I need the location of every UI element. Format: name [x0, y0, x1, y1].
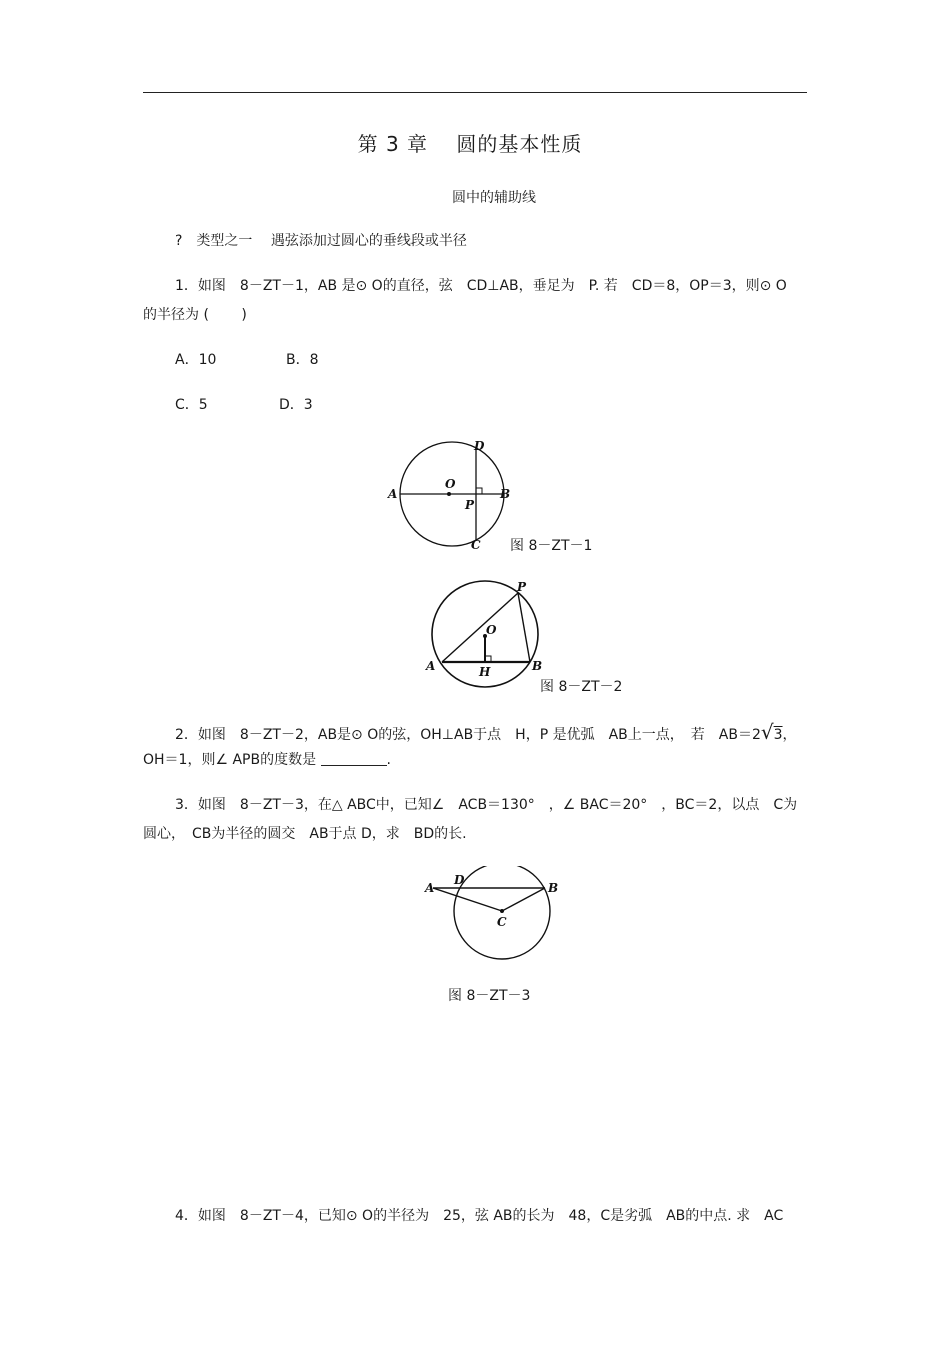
q2-line1-end: ， — [782, 727, 797, 743]
fig2-label-o: O — [486, 623, 497, 637]
fig1-label-a: A — [388, 487, 398, 501]
fig1-label-p: P — [465, 498, 475, 512]
type-heading: ? 类型之一 遇弦添加过圆心的垂线段或半径 — [175, 233, 467, 249]
chapter-title: 第 3 章 圆的基本性质 — [357, 132, 583, 156]
q2-answer-blank — [321, 751, 387, 766]
header-rule — [143, 92, 807, 93]
q1-line1: 1．如图 8－ZT－1，AB 是⊙ O的直径，弦 CD⊥AB，垂足为 P. 若 CD＝8，OP＝3，则⊙ O — [175, 278, 787, 294]
fig2-label-p: P — [517, 580, 527, 594]
sqrt-symbol: √ — [760, 720, 774, 744]
fig2-segment-ap — [442, 593, 518, 662]
figure-8-zt-1 — [380, 436, 520, 556]
fig3-segment-bc — [502, 888, 545, 911]
q3-line2: 圆心， CB为半径的圆交 AB于点 D，求 BD的长. — [143, 826, 467, 842]
fig2-caption: 图 8－ZT－2 — [540, 679, 623, 695]
fig1-center-dot — [447, 492, 451, 496]
figure-8-zt-3 — [420, 866, 570, 966]
fig1-caption: 图 8－ZT－1 — [510, 538, 593, 554]
section-title: 圆中的辅助线 — [452, 190, 536, 206]
fig1-label-o: O — [445, 477, 456, 491]
fig2-label-a: A — [426, 659, 436, 673]
q2-line1 — [175, 722, 797, 745]
q2-radicand: 3 — [773, 727, 783, 743]
q2-line1-text: 2．如图 8－ZT－2，AB是⊙ O的弦，OH⊥AB于点 H，P 是优弧 AB上一点， 若 AB＝2 — [175, 727, 761, 743]
q1-option-c: C．5 — [175, 397, 208, 413]
fig3-center-dot — [500, 909, 504, 913]
fig2-label-h: H — [479, 665, 491, 679]
fig1-right-angle-mark — [476, 488, 482, 494]
q3-line1: 3．如图 8－ZT－3，在△ ABC中，已知∠ ACB＝130° ，∠ BAC＝20° ，BC＝2，以点 C为 — [175, 797, 798, 813]
fig3-label-b: B — [548, 881, 559, 895]
q2-line2-text: OH＝1，则∠ APB的度数是 — [143, 752, 317, 768]
fig3-segment-ac — [433, 888, 502, 911]
fig2-label-b: B — [532, 659, 543, 673]
fig1-label-d: D — [474, 439, 485, 453]
q1-line2: 的半径为 ( ) — [143, 307, 247, 323]
q1-option-a: A．10 — [175, 352, 217, 368]
fig3-label-c: C — [497, 915, 507, 929]
q2-line2-end: . — [386, 752, 391, 768]
q1-option-d: D．3 — [279, 397, 313, 413]
fig1-label-c: C — [471, 538, 481, 552]
fig3-caption: 图 8－ZT－3 — [448, 988, 531, 1004]
fig1-label-b: B — [500, 487, 511, 501]
q1-option-b: B．8 — [286, 352, 319, 368]
fig3-label-d: D — [454, 873, 465, 887]
q4-line1: 4．如图 8－ZT－4，已知⊙ O的半径为 25，弦 AB的长为 48，C是劣弧 AB的中点. 求 AC — [175, 1208, 784, 1224]
fig3-label-a: A — [425, 881, 435, 895]
figure-8-zt-2 — [420, 578, 550, 688]
q2-line2 — [143, 750, 391, 770]
